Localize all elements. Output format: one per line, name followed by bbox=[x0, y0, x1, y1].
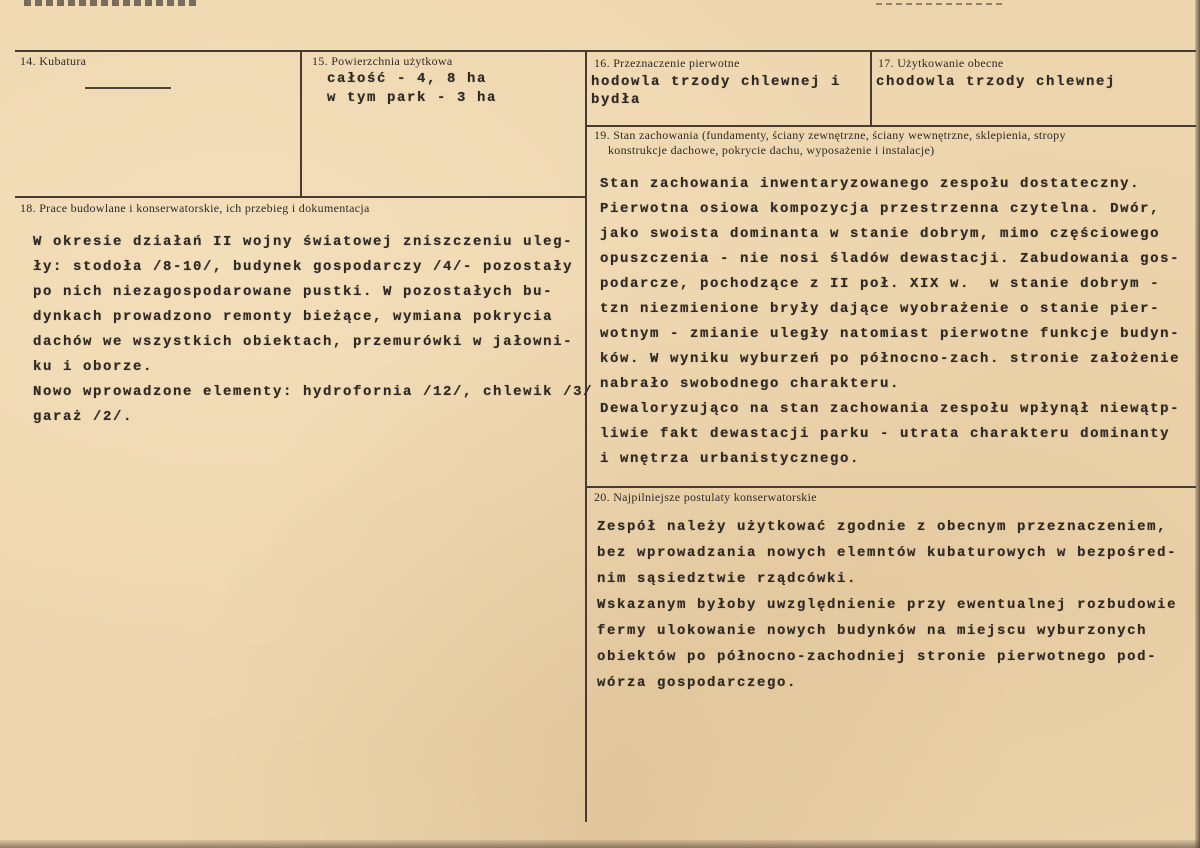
cut-off-header-line bbox=[876, 3, 1006, 5]
typed-line: tzn niezmienione bryły dające wyobrażenie o stanie pier- bbox=[600, 301, 1161, 317]
rule-h-above-20 bbox=[585, 486, 1196, 488]
rule-h-below-14-15 bbox=[15, 196, 586, 198]
typed-line: opuszczenia - nie nosi śladów dewastacji. Zabudowania gos- bbox=[600, 251, 1181, 267]
field-15-label: 15. Powierzchnia użytkowa bbox=[312, 54, 453, 68]
typed-line: bez wprowadzania nowych elemntów kubaturowych w bezpośred- bbox=[597, 545, 1178, 561]
typed-line: ków. W wyniku wyburzeń po północno-zach. stronie założenie bbox=[600, 351, 1181, 367]
typed-line: całość - 4, 8 ha bbox=[327, 71, 488, 87]
field-14-value-dash bbox=[85, 87, 171, 89]
typed-line: chodowla trzody chlewnej bbox=[876, 74, 1117, 90]
typed-line: i wnętrza urbanistycznego. bbox=[600, 451, 861, 467]
typed-line: liwie fakt dewastacji parku - utrata charakteru dominanty bbox=[600, 426, 1171, 442]
typed-line: jako swoista dominanta w stanie dobrym, mimo częściowego bbox=[600, 226, 1161, 242]
field-14-label: 14. Kubatura bbox=[20, 54, 87, 68]
field-17-value bbox=[876, 73, 1116, 91]
rule-v-center bbox=[585, 50, 587, 822]
field-16-value bbox=[591, 73, 841, 109]
typed-line: dynkach prowadzono remonty bieżące, wymiana pokrycia bbox=[33, 309, 554, 325]
typed-line: Pierwotna osiowa kompozycja przestrzenna czytelna. Dwór, bbox=[600, 201, 1161, 217]
typed-line: Stan zachowania inwentaryzowanego zespołu dostateczny. bbox=[600, 176, 1141, 192]
typed-line: w tym park - 3 ha bbox=[327, 90, 498, 106]
typed-line: fermy ulokowanie nowych budynków na miejscu wyburzonych bbox=[597, 623, 1148, 639]
field-20-label: 20. Najpilniejsze postulaty konserwatorskie bbox=[594, 490, 817, 504]
cut-off-header-remnant bbox=[24, 0, 196, 6]
rule-v-14-15 bbox=[300, 50, 302, 196]
typed-line: Wskazanym byłoby uwzględnienie przy ewentualnej rozbudowie bbox=[597, 597, 1178, 613]
typed-line: podarcze, pochodzące z II poł. XIX w. w stanie dobrym - bbox=[600, 276, 1161, 292]
rule-v-16-17 bbox=[870, 50, 872, 125]
typed-line: hodowla trzody chlewnej i bbox=[591, 74, 842, 90]
typed-line: Zespół należy użytkować zgodnie z obecnym przeznaczeniem, bbox=[597, 519, 1168, 535]
field-17-label: 17. Użytkowanie obecne bbox=[878, 56, 1004, 70]
rule-h-below-16-17 bbox=[585, 125, 1196, 127]
typed-line: wórza gospodarczego. bbox=[597, 675, 798, 691]
typed-line: Dewaloryzująco na stan zachowania zespołu wpłynął niewątp- bbox=[600, 401, 1181, 417]
field-18-value bbox=[33, 230, 593, 430]
field-19-value bbox=[600, 172, 1180, 472]
typed-line: bydła bbox=[591, 92, 642, 108]
typed-line: po nich niezagospodarowane pustki. W pozostałych bu- bbox=[33, 284, 554, 300]
field-20-value bbox=[597, 514, 1177, 696]
typed-line: W okresie działań II wojny światowej zniszczeniu uleg- bbox=[33, 234, 574, 250]
typed-line: obiektów po północno-zachodniej stronie pierwotnego pod- bbox=[597, 649, 1158, 665]
field-18-label: 18. Prace budowlane i konserwatorskie, ich przebieg i dokumentacja bbox=[20, 201, 370, 215]
field-15-value bbox=[327, 70, 497, 108]
card-right-edge bbox=[1195, 0, 1200, 848]
rule-top bbox=[15, 50, 1196, 52]
typed-line: dachów we wszystkich obiektach, przemurówki w jałowni- bbox=[33, 334, 574, 350]
typed-line: Nowo wprowadzone elementy: hydrofornia /12/, chlewik /3/ bbox=[33, 384, 594, 400]
field-19-label-line-2: konstrukcje dachowe, pokrycie dachu, wyposażenie i instalacje) bbox=[608, 143, 935, 157]
typed-line: nabrało swobodnego charakteru. bbox=[600, 376, 901, 392]
typed-line: nim sąsiedztwie rządcówki. bbox=[597, 571, 858, 587]
typed-line: wotnym - zmianie uległy natomiast pierwotne funkcje budyn- bbox=[600, 326, 1181, 342]
field-19-label-line-1: 19. Stan zachowania (fundamenty, ściany zewnętrzne, ściany wewnętrzne, sklepienia, stropy bbox=[594, 128, 1066, 142]
typed-line: garaż /2/. bbox=[33, 409, 134, 425]
typed-line: ku i oborze. bbox=[33, 359, 154, 375]
field-16-label: 16. Przeznaczenie pierwotne bbox=[594, 56, 740, 70]
typed-line: ły: stodoła /8-10/, budynek gospodarczy /4/- pozostały bbox=[33, 259, 574, 275]
card-bottom-edge bbox=[0, 840, 1200, 848]
